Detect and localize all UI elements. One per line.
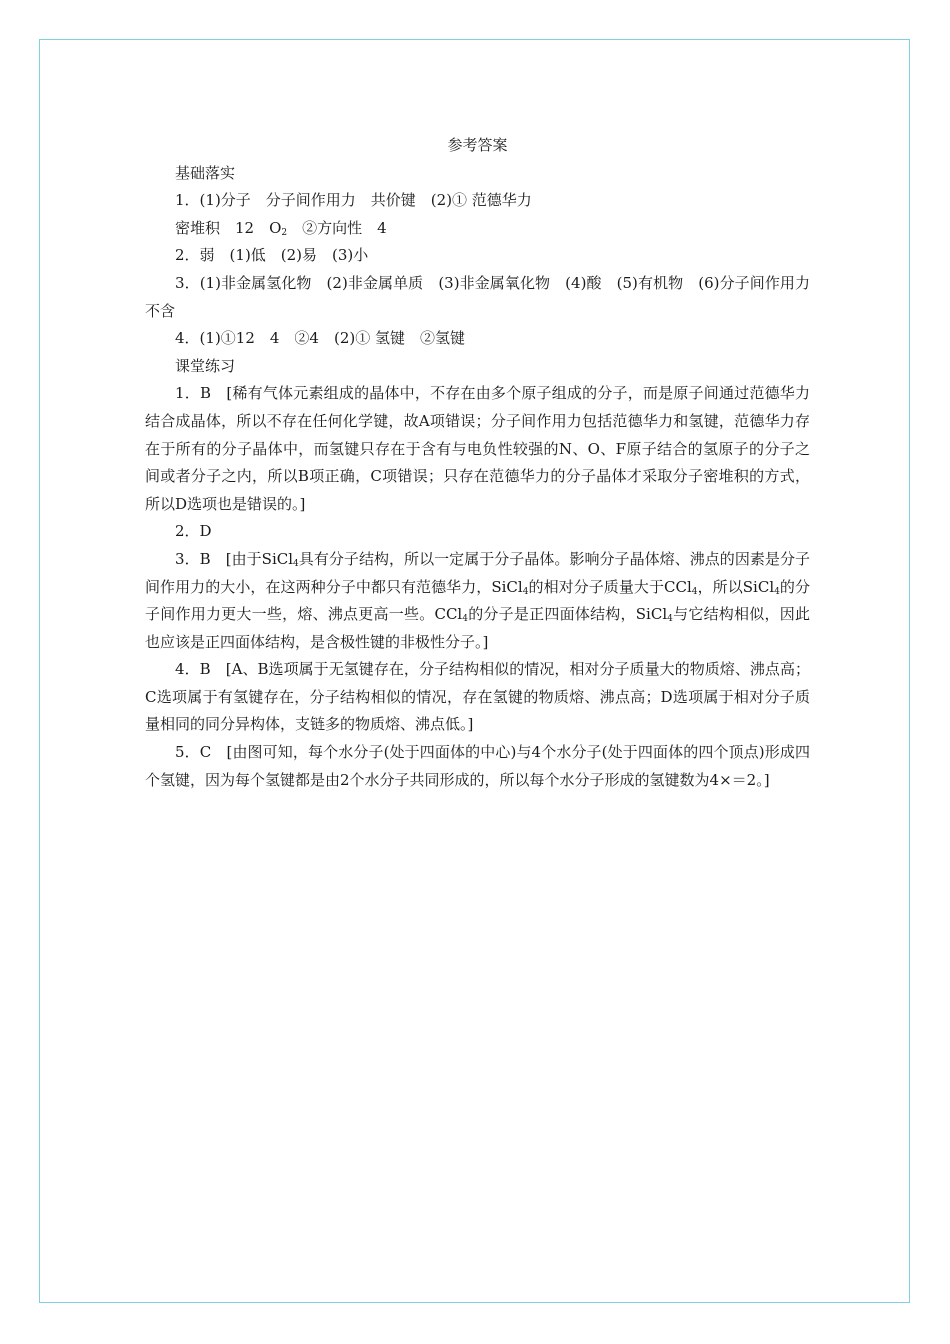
- answer-basic-1: 1．(1)分子 分子间作用力 共价键 (2)① 范德华力: [175, 191, 532, 210]
- doc-title: 参考答案: [447, 136, 508, 154]
- answer-basic-1-cont: 密堆积 12 $O_2$ ②方向性 4: [175, 218, 387, 238]
- answer-basic-3: 3．(1)非金属氢化物 (2)非金属单质 (3)非金属氧化物 (4)酸 (5)有机物 (6)分子间作用力 不含: [145, 273, 826, 320]
- section-heading-basics: 基础落实: [175, 163, 236, 182]
- answer-practice-2: 2．D: [175, 522, 212, 541]
- answer-practice-4: 4．B [A、B选项属于无氢键存在，分子结构相似的情况，相对分子质量大的物质熔、沸点高；C选项属于有氢键存在，分子结构相似的情况，存在氢键的物质熔、沸点高；D选项属于相对分子质量相同的同分异构体，支链多的物质熔、沸点低。]: [145, 660, 810, 734]
- answer-practice-5: 5．C [由图可知，每个水分子(处于四面体的中心)与4个水分子(处于四面体的四个顶点)形成四个氢键，因为每个氢键都是由2个水分子共同形成的，所以每个水分子形成的氢键数为4×＝2。]: [145, 743, 810, 789]
- answer-practice-3: 3．B [由于SiCl$_4$具有分子结构，所以一定属于分子晶体。影响分子晶体熔、沸点的因素是分子间作用力的大小，在这两种分子中都只有范德华力，SiCl$_4$的相对分子质量大于CCl$_4$，所以SiCl$_4$的分子间作用力更大一些，熔、沸点更高一些。CCl$_4$的分子是正四面体结构，SiCl$_4$与它结构相似，因此也应该是正四面体结构，是含极性键的非极性分子。]: [145, 549, 810, 651]
- answer-document: [145, 132, 826, 794]
- answer-basic-4: 4．(1)①12 4 ②4 (2)① 氢键 ②氢键: [175, 329, 465, 348]
- answer-basic-2: 2．弱 (1)低 (2)易 (3)小: [175, 246, 369, 265]
- answer-practice-1: 1．B [稀有气体元素组成的晶体中，不存在由多个原子组成的分子，而是原子间通过范德华力结合成晶体，所以不存在任何化学键，故A项错误；分子间作用力包括范德华力和氢键，范德华力存在于所有的分子晶体中，而氢键只存在于含有与电负性较强的N、O、F原子结合的氢原子的分子之间或者分子之内，所以B项正确，C项错误；只存在范德华力的分子晶体才采取分子密堆积的方式，所以D选项也是错误的。]: [145, 384, 810, 513]
- section-heading-practice: 课堂练习: [175, 356, 236, 375]
